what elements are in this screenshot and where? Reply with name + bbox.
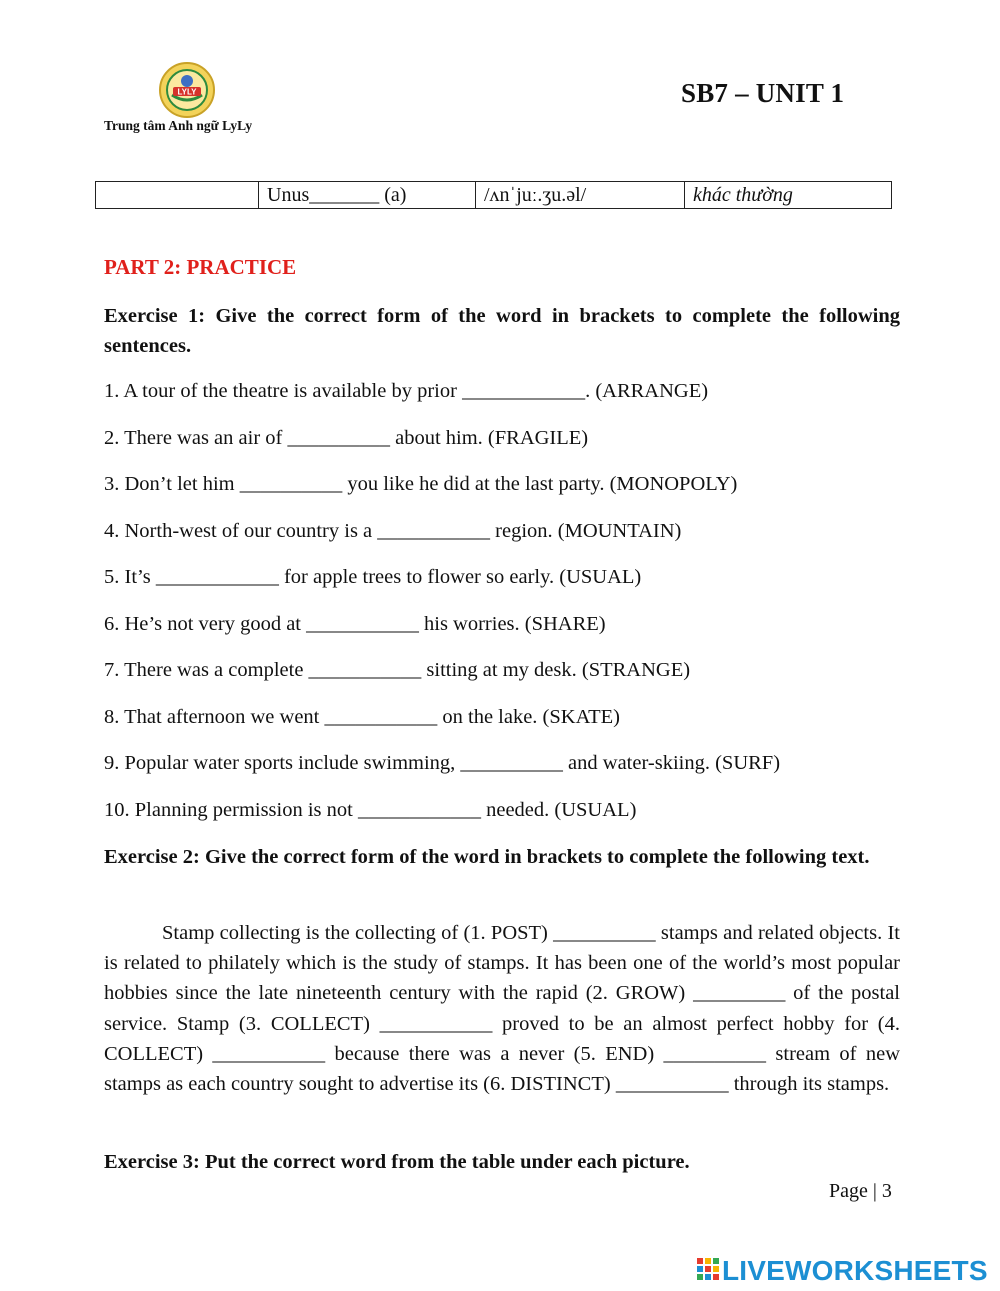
question-8: 8. That afternoon we went ___________ on the lake. (SKATE) — [104, 706, 620, 728]
center-logo-icon — [158, 61, 216, 119]
liveworksheets-brand[interactable] — [697, 1255, 988, 1287]
exercise-3-heading: Exercise 3: Put the correct word from the table under each picture. — [104, 1151, 690, 1173]
table-cell-word: Unus_______ (a) — [259, 182, 476, 209]
table-row — [96, 182, 892, 209]
question-5: 5. It’s ____________ for apple trees to flower so early. (USUAL) — [104, 566, 642, 588]
question-4: 4. North-west of our country is a ___________ region. (MOUNTAIN) — [104, 520, 682, 542]
exercise-1-heading: Exercise 1: Give the correct form of the word in brackets to complete the following sentences. — [104, 305, 900, 357]
question-7: 7. There was a complete ___________ sitting at my desk. (STRANGE) — [104, 659, 691, 681]
exercise-2-heading: Exercise 2: Give the correct form of the word in brackets to complete the following text. — [104, 846, 870, 868]
vocab-table — [95, 181, 892, 209]
page-number: Page | 3 — [829, 1180, 892, 1202]
question-10: 10. Planning permission is not ____________ needed. (USUAL) — [104, 799, 637, 821]
liveworksheets-brand-text: LIVEWORKSHEETS — [722, 1255, 988, 1286]
question-9: 9. Popular water sports include swimming, __________ and water-skiing. (SURF) — [104, 752, 781, 774]
liveworksheets-logo-icon — [697, 1258, 719, 1284]
table-cell-phonetic: /ʌnˈjuː.ʒu.əl/ — [476, 182, 685, 209]
center-name: Trung tâm Anh ngữ LyLy — [104, 118, 253, 133]
question-1: 1. A tour of the theatre is available by prior ____________. (ARRANGE) — [104, 380, 709, 402]
question-3: 3. Don’t let him __________ you like he did at the last party. (MONOPOLY) — [104, 473, 738, 495]
table-cell-meaning: khác thường — [685, 182, 892, 209]
logo-text: LYLY — [177, 87, 197, 97]
part-heading: PART 2: PRACTICE — [104, 255, 297, 279]
question-6: 6. He’s not very good at ___________ his worries. (SHARE) — [104, 613, 606, 635]
unit-title: SB7 – UNIT 1 — [681, 78, 845, 108]
table-cell — [96, 182, 259, 209]
question-2: 2. There was an air of __________ about him. (FRAGILE) — [104, 427, 589, 449]
exercise-2-text: Stamp collecting is the collecting of (1. POST) __________ stamps and related objects. It is related to philately which is the study of stamps. It has been one of the world’s most popular hobbies since the late nineteenth century with the rapid (2. GROW) _________ of the postal service. Stamp (3. COLLECT) ___________ proved to be an almost perfect hobby for (4. COLLECT) ___________ because there was a never (5. END) __________ stream of new stamps as each country sought to advertise its (6. DISTINCT) ___________ through its stamps. — [104, 922, 900, 1096]
